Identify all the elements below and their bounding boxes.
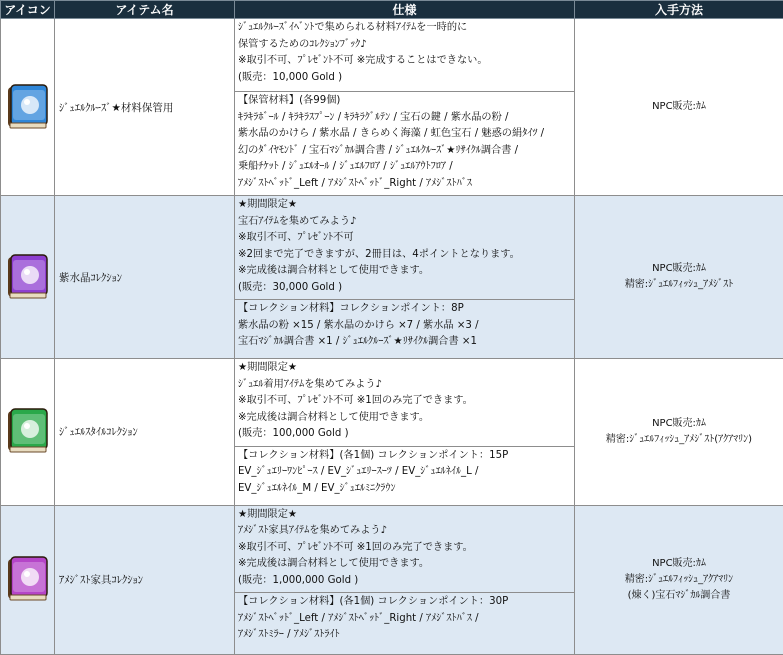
spec-line: ｱﾒｼﾞｽﾄﾍﾞｯﾄﾞ_Left / ｱﾒｼﾞｽﾄﾍﾞｯﾄﾞ_Right / ｱﾒｼﾞｽﾄﾊﾞｽ [238, 176, 571, 193]
spec-line: 【保管材料】(各99個) [238, 93, 571, 110]
spec-line: 【コレクション材料】(各1個) コレクションポイント：30P [238, 594, 571, 611]
spec-line: 幻のﾀﾞｲﾔﾓﾝﾄﾞ / 宝石ﾏｼﾞｶﾙ調合書 / ｼﾞｭｴﾙｸﾙｰｽﾞ★ﾘｻｲｸﾙ調合書 / [238, 143, 571, 160]
header-row [1, 1, 783, 19]
header-spec: 仕様 [235, 1, 575, 19]
spec-line: EV_ｼﾞｭｴﾘｰﾜﾝﾋﾟｰｽ / EV_ｼﾞｭｴﾘｰｽｰﾂ / EV_ｼﾞｭｴﾙﾈｲﾙ_L / [238, 464, 571, 481]
spec-line: 保管するためのｺﾚｸｼｮﾝﾌﾞｯｸ♪ [238, 37, 571, 54]
acquisition-line: 精密:ｼﾞｭｴﾙﾌｨｯｼｭ_ｱﾒｼﾞｽﾄ [575, 277, 783, 293]
spec-line: ※取引不可、ﾌﾟﾚｾﾞﾝﾄ不可 ※1回のみ完了できます。 [238, 540, 571, 557]
spec-line: ★期間限定★ [238, 360, 571, 377]
acquisition-line: NPC販売:ｶﾑ [575, 261, 783, 277]
item-materials [235, 300, 575, 359]
table-row [1, 505, 783, 593]
spec-line: ｱﾒｼﾞｽﾄ家具ｱｲﾃﾑを集めてみよう♪ [238, 523, 571, 540]
spec-line: 【コレクション材料】コレクションポイント：8P [238, 301, 571, 318]
spec-line: (販売：30,000 Gold ) [238, 280, 571, 297]
acquisition-line: NPC販売:ｶﾑ [575, 556, 783, 572]
header-item-name: アイテム名 [55, 1, 235, 19]
heart-mirror-book-icon [4, 553, 52, 603]
acquisition-method [575, 505, 783, 655]
spec-line: ｱﾒｼﾞｽﾄﾐﾗｰ / ｱﾒｼﾞｽﾄﾗｲﾄ [238, 627, 571, 644]
spec-line: ｷﾗｷﾗﾎﾞｰﾙ / ｷﾗｷﾗｽﾌﾟｰﾝ / ｷﾗｷﾗｸﾞﾙﾃﾝ / 宝石の鍵 / 紫水晶の粉 / [238, 110, 571, 127]
item-description [235, 19, 575, 92]
item-name: ｼﾞｭｴﾙｽﾀｲﾙｺﾚｸｼｮﾝ [55, 359, 235, 506]
spec-line: 【コレクション材料】(各1個) コレクションポイント：15P [238, 448, 571, 465]
spec-line: (販売：1,000,000 Gold ) [238, 573, 571, 590]
item-icon-cell [1, 196, 55, 359]
acquisition-method [575, 196, 783, 359]
spec-line: ※完成後は調合材料として使用できます。 [238, 410, 571, 427]
item-icon-cell [1, 505, 55, 655]
spec-line: ※2回まで完了できますが、2冊目は、4ポイントとなります。 [238, 247, 571, 264]
amethyst-book-icon [4, 251, 52, 301]
acquisition-method [575, 359, 783, 506]
item-description [235, 359, 575, 447]
item-name: ｼﾞｭｴﾙｸﾙｰｽﾞ★材料保管用 [55, 19, 235, 196]
item-description [235, 505, 575, 593]
item-materials [235, 92, 575, 196]
spec-line: EV_ｼﾞｭｴﾙﾈｲﾙ_M / EV_ｼﾞｭｴﾙﾐﾆｸﾗｳﾝ [238, 481, 571, 498]
spec-line: ｱﾒｼﾞｽﾄﾍﾞｯﾄﾞ_Left / ｱﾒｼﾞｽﾄﾍﾞｯﾄﾞ_Right / ｱﾒｼﾞｽﾄﾊﾞｽ / [238, 611, 571, 628]
item-name: 紫水晶ｺﾚｸｼｮﾝ [55, 196, 235, 359]
spec-line: ｼﾞｭｴﾙｸﾙｰｽﾞｲﾍﾞﾝﾄで集められる材料ｱｲﾃﾑを一時的に [238, 20, 571, 37]
table-row [1, 196, 783, 300]
item-materials [235, 593, 575, 655]
spec-line: ｼﾞｭｴﾙ着用ｱｲﾃﾑを集めてみよう♪ [238, 377, 571, 394]
spec-line: (販売：100,000 Gold ) [238, 426, 571, 443]
spec-line: 紫水晶の粉 ×15 / 紫水晶のかけら ×7 / 紫水晶 ×3 / [238, 318, 571, 335]
spec-line: ※完成後は調合材料として使用できます。 [238, 263, 571, 280]
spec-line: ※完成後は調合材料として使用できます。 [238, 556, 571, 573]
acquisition-method [575, 19, 783, 196]
header-icon: アイコン [1, 1, 55, 19]
header-acquisition: 入手方法 [575, 1, 783, 19]
spec-line: 宝石ｱｲﾃﾑを集めてみよう♪ [238, 214, 571, 231]
spec-line: ※取引不可、ﾌﾟﾚｾﾞﾝﾄ不可 ※1回のみ完了できます。 [238, 393, 571, 410]
table-row [1, 19, 783, 92]
spec-line: 乗船ﾁｹｯﾄ / ｼﾞｭｴﾙｵｰﾙ / ｼﾞｭｴﾙﾌﾛｱ / ｼﾞｭｴﾙｱｳﾄﾌﾛｱ / [238, 159, 571, 176]
crystal-ball-book-icon [4, 81, 52, 131]
spec-line: 宝石ﾏｼﾞｶﾙ調合書 ×1 / ｼﾞｭｴﾙｸﾙｰｽﾞ★ﾘｻｲｸﾙ調合書 ×1 [238, 334, 571, 351]
item-icon-cell [1, 19, 55, 196]
acquisition-line: NPC販売:ｶﾑ [575, 99, 783, 115]
acquisition-line: 精密:ｼﾞｭｴﾙﾌｨｯｼｭ_ｱｸｱﾏﾘﾝ [575, 572, 783, 588]
item-description [235, 196, 575, 300]
spec-line: ★期間限定★ [238, 197, 571, 214]
spec-line: ★期間限定★ [238, 507, 571, 524]
table-row [1, 359, 783, 447]
acquisition-line: (煉く)宝石ﾏｼﾞｶﾙ調合書 [575, 588, 783, 604]
acquisition-line: NPC販売:ｶﾑ [575, 416, 783, 432]
spec-line: ※取引不可、ﾌﾟﾚｾﾞﾝﾄ不可 ※完成することはできない。 [238, 53, 571, 70]
item-name: ｱﾒｼﾞｽﾄ家具ｺﾚｸｼｮﾝ [55, 505, 235, 655]
acquisition-line: 精密:ｼﾞｭｴﾙﾌｨｯｼｭ_ｱﾒｼﾞｽﾄ(ｱｸｱﾏﾘﾝ) [575, 432, 783, 448]
spec-line: (販売：10,000 Gold ) [238, 70, 571, 87]
jewel-dress-book-icon [4, 405, 52, 455]
spec-line: 紫水晶のかけら / 紫水晶 / きらめく海藻 / 虹色宝石 / 魅惑の絹ﾀｲﾂ / [238, 126, 571, 143]
item-icon-cell [1, 359, 55, 506]
spec-line: ※取引不可、ﾌﾟﾚｾﾞﾝﾄ不可 [238, 230, 571, 247]
item-materials [235, 446, 575, 505]
